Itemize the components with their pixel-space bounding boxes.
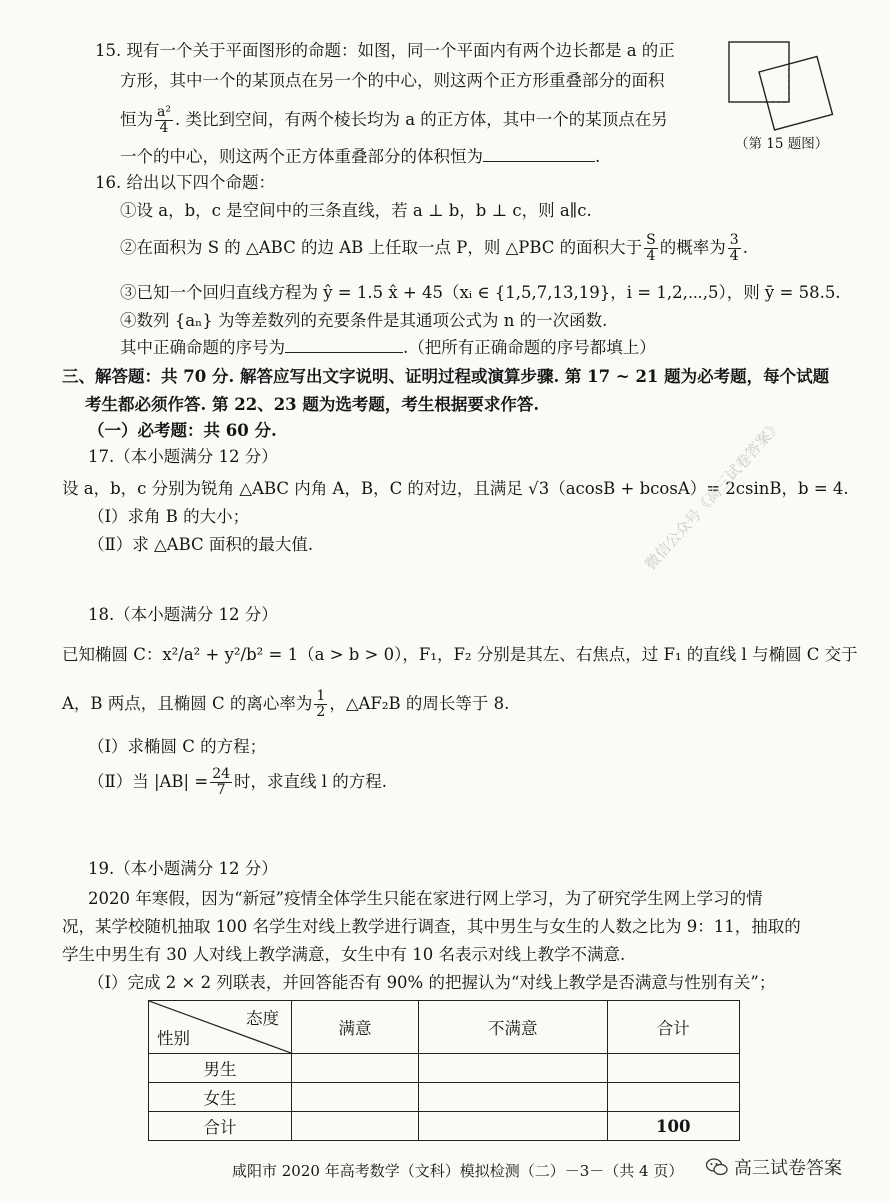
brand-mark <box>706 1154 842 1180</box>
q18-text: 时，求直线 l 的方程. <box>234 772 388 791</box>
q15-frac-den: 4 <box>159 120 169 136</box>
q15-line1: 15. 现有一个关于平面图形的命题：如图，同一个平面内有两个边长都是 a 的正 <box>95 41 675 60</box>
q16-intro: 16. 给出以下四个命题： <box>95 173 275 192</box>
q18-part1: （Ⅰ）求椭圆 C 的方程； <box>88 737 267 756</box>
q16-prop4: ④数列 {aₙ} 为等差数列的充要条件是其通项公式为 n 的一次函数. <box>120 311 608 330</box>
corner-label-attitude: 态度 <box>246 1009 279 1028</box>
q18-line2 <box>62 686 509 722</box>
q18-fraction <box>314 689 327 720</box>
q16-text: 的概率为 <box>659 238 726 257</box>
q16-prop3: ③已知一个回归直线方程为 ŷ = 1.5 x̂ + 45（xᵢ ∈ {1,5,7,13,19}，i = 1,2,⋯,5），则 ȳ = 58.5. <box>120 283 841 302</box>
frac-den: 4 <box>646 248 656 264</box>
section3-sub: （一）必考题：共 60 分. <box>88 421 277 440</box>
page-footer: 咸阳市 2020 年高考数学（文科）模拟检测（二）－3－（共 4 页） <box>232 1162 684 1180</box>
q15-fraction <box>155 105 173 136</box>
q19-line3: 学生中男生有 30 人对线上教学满意，女生中有 10 名表示对线上教学不满意. <box>62 945 626 964</box>
q17-part2: （Ⅱ）求 △ABC 面积的最大值. <box>88 535 314 554</box>
q18-head: 18.（本小题满分 12 分） <box>88 605 278 624</box>
q16-text: . <box>742 238 748 257</box>
q17-text: 设 a，b，c 分别为锐角 △ABC 内角 A，B，C 的对边，且满足 √3（acosB + bcosA）= 2csinB，b = 4. <box>62 479 849 498</box>
answer-blank <box>285 336 403 353</box>
table-cell <box>418 1112 607 1141</box>
frac-den: 2 <box>316 704 326 720</box>
contingency-table <box>148 1000 740 1141</box>
frac-num: 24 <box>212 766 231 782</box>
row-label: 女生 <box>149 1083 292 1112</box>
brand-text: 高三试卷答案 <box>734 1158 842 1179</box>
table-cell <box>292 1083 419 1112</box>
column-header: 合计 <box>607 1001 739 1054</box>
q16-fraction <box>728 233 741 264</box>
q15-line2: 方形，其中一个的某顶点在另一个的中心，则这两个正方形重叠部分的面积 <box>120 71 665 90</box>
section3-line1: 三、解答题：共 70 分. 解答应写出文字说明、证明过程或演算步骤. 第 17 ~ 21 题为必考题，每个试题 <box>62 367 830 386</box>
q16-fraction <box>644 233 658 264</box>
row-label: 合计 <box>149 1112 292 1141</box>
q18-text: （Ⅱ）当 |AB| = <box>88 772 209 791</box>
q19-line2: 况，某学校随机抽取 100 名学生对线上教学进行调查，其中男生与女生的人数之比为 9：11，抽取的 <box>62 917 801 936</box>
frac-num: 1 <box>316 688 326 704</box>
table-cell <box>292 1054 419 1083</box>
watermark: 微信公众号《高三试卷答案》 <box>641 416 786 574</box>
figure-caption: （第 15 题图） <box>735 136 829 152</box>
column-header: 不满意 <box>418 1001 607 1054</box>
table-cell <box>607 1054 739 1083</box>
table-cell <box>418 1054 607 1083</box>
answer-blank <box>483 145 595 162</box>
corner-cell <box>149 1001 292 1054</box>
frac-num: S <box>646 232 656 248</box>
corner-label-gender: 性别 <box>157 1029 190 1048</box>
q15-text: 恒为 <box>120 110 153 129</box>
q18-text: A，B 两点，且椭圆 C 的离心率为 <box>62 694 313 713</box>
q15-line4 <box>120 145 600 168</box>
q18-line1: 已知椭圆 C：x²/a² + y²/b² = 1（a > b > 0），F₁，F₂ 分别是其左、右焦点，过 F₁ 的直线 l 与椭圆 C 交于 <box>62 645 858 664</box>
q16-text: ②在面积为 S 的 △ABC 的边 AB 上任取一点 P，则 △PBC 的面积大于 <box>120 238 643 257</box>
table-row <box>149 1112 740 1141</box>
q19-line4: （Ⅰ）完成 2 × 2 列联表，并回答能否有 90% 的把握认为“对线上教学是否满意与性别有关”； <box>88 973 776 992</box>
row-label: 男生 <box>149 1054 292 1083</box>
frac-den: 7 <box>216 782 226 798</box>
q19-line1: 2020 年寒假，因为“新冠”疫情全体学生只能在家进行网上学习，为了研究学生网上学习的情 <box>88 889 763 908</box>
q19-head: 19.（本小题满分 12 分） <box>88 859 278 878</box>
q18-part2 <box>88 764 387 800</box>
table-row <box>149 1083 740 1112</box>
frac-den: 4 <box>729 248 739 264</box>
section3-line2: 考生都必须作答. 第 22、23 题为选考题，考生根据要求作答. <box>85 395 540 414</box>
table-cell <box>607 1083 739 1112</box>
q16-ask <box>120 336 656 359</box>
wechat-icon <box>706 1158 728 1176</box>
q15-text: . <box>595 147 601 166</box>
q16-text: 其中正确命题的序号为 <box>120 338 285 357</box>
q18-fraction <box>210 767 232 798</box>
table-header-row <box>149 1001 740 1054</box>
table-row <box>149 1054 740 1083</box>
q18-text: ，△AF₂B 的周长等于 8. <box>329 694 510 713</box>
q17-part1: （Ⅰ）求角 B 的大小； <box>88 507 250 526</box>
frac-num: 3 <box>729 232 739 248</box>
table-cell <box>292 1112 419 1141</box>
table-cell <box>418 1083 607 1112</box>
q15-text: 一个的中心，则这两个正方体重叠部分的体积恒为 <box>120 147 483 166</box>
q15-frac-num: a² <box>157 104 171 120</box>
q16-prop2 <box>120 230 748 266</box>
q16-prop1: ①设 a，b，c 是空间中的三条直线，若 a ⊥ b，b ⊥ c，则 a∥c. <box>120 201 592 220</box>
table-cell-total: 100 <box>607 1112 739 1141</box>
column-header: 满意 <box>292 1001 419 1054</box>
q15-line3 <box>120 102 668 138</box>
q16-text: .（把所有正确命题的序号都填上） <box>403 338 656 357</box>
q15-text: . 类比到空间，有两个棱长均为 a 的正方体，其中一个的某顶点在另 <box>174 110 668 129</box>
q17-head: 17.（本小题满分 12 分） <box>88 447 278 466</box>
